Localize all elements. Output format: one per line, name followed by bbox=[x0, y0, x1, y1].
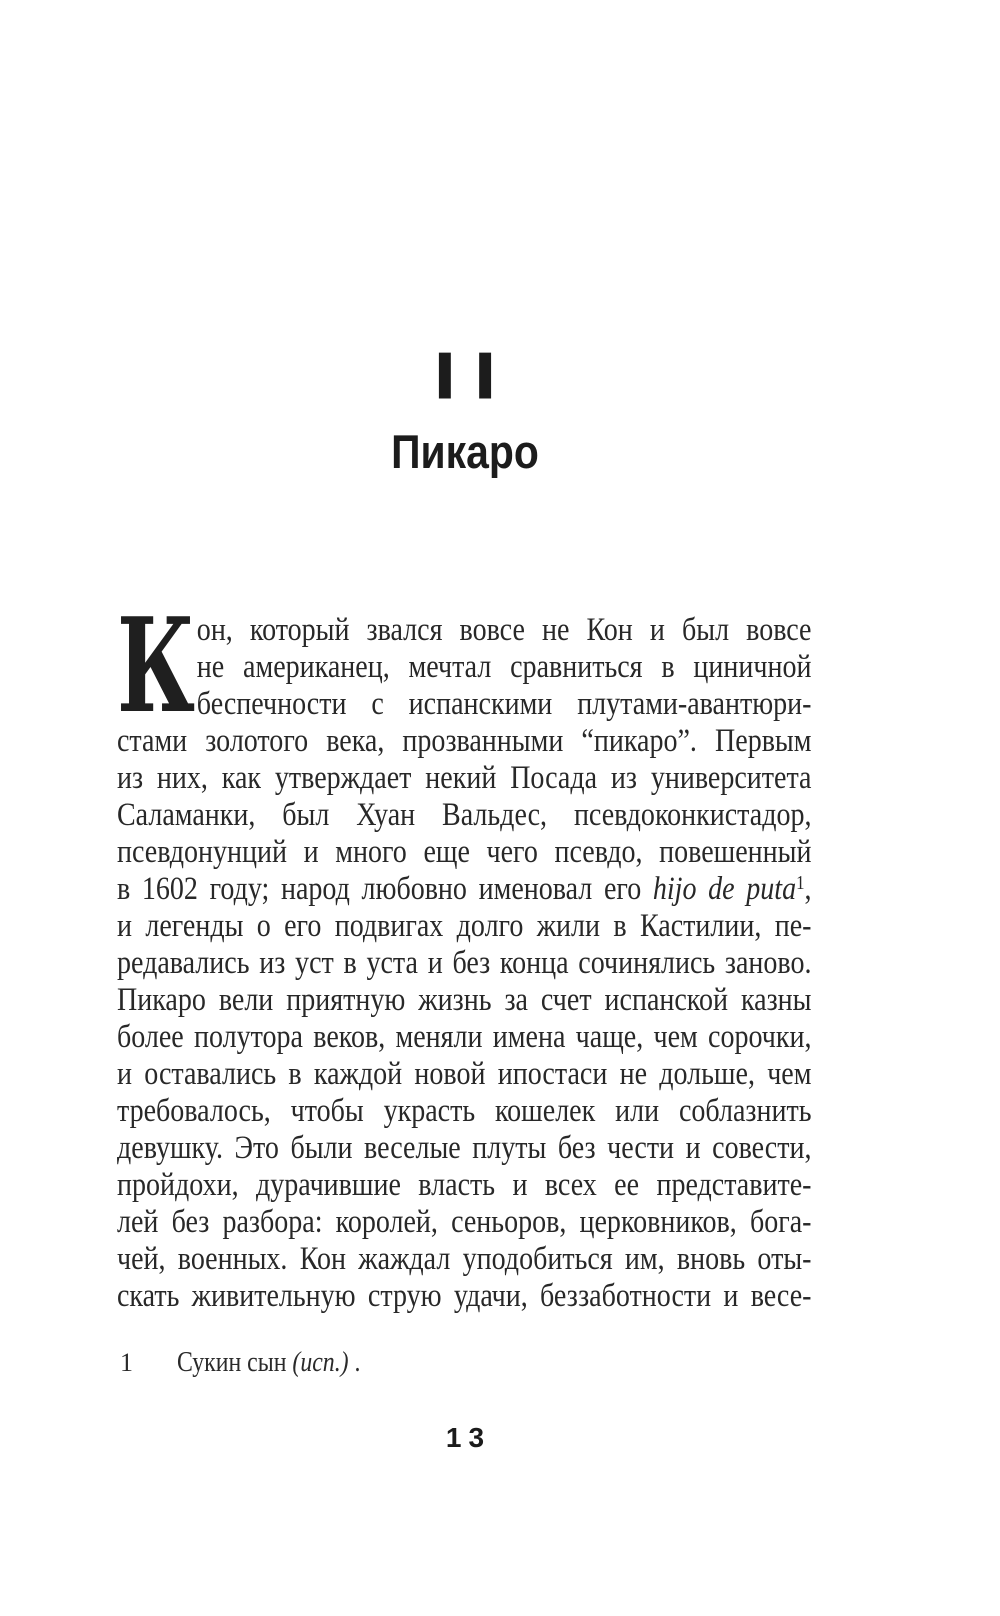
text-run: скать живительную струю удачи, беззаботности и весе- bbox=[117, 1278, 812, 1314]
text-line bbox=[117, 1204, 811, 1241]
text-line bbox=[117, 1019, 811, 1056]
text-line bbox=[117, 945, 811, 982]
text-line bbox=[117, 1167, 811, 1204]
text-line bbox=[117, 723, 811, 760]
text-run: Саламанки, был Хуан Вальдес, псевдоконкистадор, bbox=[117, 797, 812, 833]
chapter-number: II bbox=[436, 342, 517, 411]
text-run: он, который звался вовсе не Кон и был вовсе bbox=[196, 612, 812, 648]
text-run: в 1602 году; народ любовно именовал его bbox=[117, 871, 653, 907]
text-run: (исп.) bbox=[292, 1347, 349, 1378]
footnote-text bbox=[177, 1345, 360, 1381]
text-line bbox=[117, 760, 811, 797]
text-line bbox=[117, 649, 811, 686]
text-line bbox=[117, 797, 811, 834]
text-run: пройдохи, дурачившие власть и всех ее представите- bbox=[117, 1167, 812, 1203]
text-run: стами золотого века, прозванными “пикаро”. Первым bbox=[117, 723, 812, 759]
footnote-reference: 1 bbox=[796, 872, 805, 895]
text-run: Сукин сын bbox=[177, 1347, 293, 1378]
text-line bbox=[117, 612, 811, 649]
text-line bbox=[117, 1130, 811, 1167]
text-run: требовалось, чтобы украсть кошелек или соблазнить bbox=[117, 1093, 812, 1129]
text-run: и оставались в каждой новой ипостаси не дольше, чем bbox=[117, 1056, 812, 1092]
footnote-marker: 1 bbox=[120, 1348, 133, 1377]
text-line bbox=[117, 982, 811, 1019]
text-run: редавались из уст в уста и без конца сочинялись заново. bbox=[117, 945, 812, 981]
text-run: девушку. Это были веселые плуты без чести и совести, bbox=[117, 1130, 812, 1166]
text-run: и легенды о его подвигах долго жили в Кастилии, пе- bbox=[117, 908, 812, 944]
chapter-title: Пикаро bbox=[391, 425, 539, 478]
text-run: беспечности с испанскими плутами-авантюри- bbox=[196, 686, 812, 722]
body-text bbox=[117, 589, 813, 1315]
drop-cap: К bbox=[117, 589, 196, 742]
text-run: Пикаро вели приятную жизнь за счет испанской казны bbox=[117, 982, 812, 1018]
text-line bbox=[117, 1241, 811, 1278]
text-line bbox=[117, 834, 811, 871]
text-line bbox=[117, 908, 811, 945]
text-run: более полутора веков, меняли имена чаще, чем сорочки, bbox=[117, 1019, 812, 1055]
text-line bbox=[117, 1056, 811, 1093]
text-run: из них, как утверждает некий Посада из университета bbox=[117, 760, 812, 796]
text-run: не американец, мечтал сравниться в циничной bbox=[196, 649, 812, 685]
text-line bbox=[117, 686, 811, 723]
text-run: . bbox=[348, 1347, 361, 1378]
text-line bbox=[117, 1278, 811, 1315]
text-run: чей, военных. Кон жаждал уподобиться им, вновь оты- bbox=[117, 1241, 812, 1277]
text-line bbox=[117, 1093, 811, 1130]
text-run: , bbox=[804, 871, 812, 907]
paragraph bbox=[117, 612, 813, 1315]
text-line bbox=[117, 871, 811, 908]
text-column bbox=[117, 0, 813, 1616]
text-run: hijo de puta bbox=[652, 871, 797, 907]
footnote bbox=[117, 1345, 813, 1381]
text-run: лей без разбора: королей, сеньоров, церковников, бога- bbox=[117, 1204, 812, 1240]
text-run: псевдонунций и много еще чего псевдо, повешенный bbox=[117, 834, 812, 870]
page-number: 13 bbox=[445, 1422, 492, 1453]
